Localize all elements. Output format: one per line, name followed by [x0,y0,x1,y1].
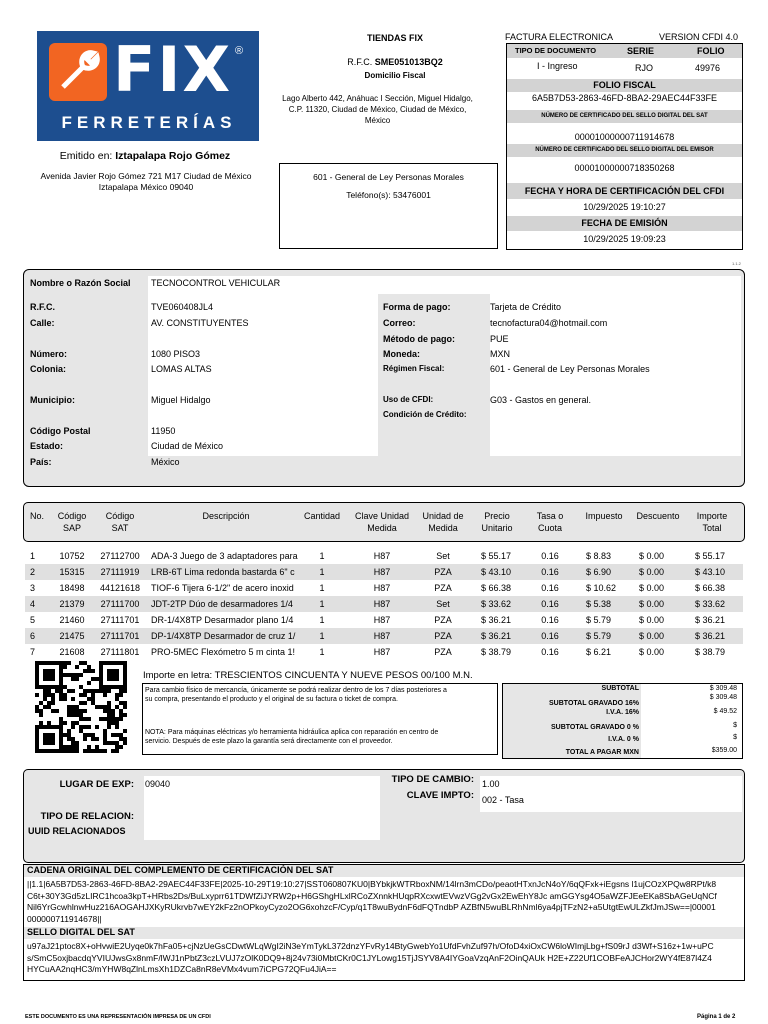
table-cell: $ 0.00 [639,647,665,657]
table-cell: 7 [30,647,36,657]
cert-emisor-value: 00001000000718350268 [574,163,675,173]
column-header: Descripción [202,511,250,521]
sello-value: u97aJ21ptoc8X+oHvwiE2Uyqe0k7hFa05+cjNzUeGsCDwtWLqWgI2iN3eYmTykL372dnzYFvRy14BtyGwebYo1UfdFvhZuf97h/OfoD4xiOxCW6loWImjLbg+fS09rJ d3Wf+S16z+1w+uPCs/SmC5oxjbacdqYVIUJwsGx8nmF/lWJ1nPbtZ3czLVUJ7zOlK0DQ9+8j24v73i0MbtCKr0C1JYLowg15TjJSYV8A4IYGoaVzqAnF2OinQAUk H2E+Z22Uf1COBFeAJCHor2WY4fE87l4Z4HYCuAA2nqHC3/mYHW8qZlnLmsXh1DZCa8nR8eVMx4vum7iCPG72QFu4JiA== [27,941,714,974]
table-cell: 27111919 [100,567,140,577]
table-cell: 1 [319,583,325,593]
table-cell: Set [436,551,450,561]
calle-label: Calle: [30,318,55,328]
subtotal-value: $ 309.48 [709,685,737,692]
table-cell: 0.16 [541,615,559,625]
table-cell: $ 66.38 [695,583,726,593]
table-cell: $ 0.00 [639,631,665,641]
cert-emisor-label: NÚMERO DE CERTIFICADO DEL SELLO DIGITAL DEL EMISOR [507,144,742,157]
table-cell: 18498 [59,583,85,593]
fecha-cert-value: 10/29/2025 19:10:27 [583,202,666,212]
column-header: Impuesto [585,511,623,521]
table-cell: 6 [30,631,36,641]
table-cell: 21379 [59,599,85,609]
tipo-doc-label: TIPO DE DOCUMENTO [515,46,597,55]
municipio-label: Municipio: [30,395,75,405]
table-cell: 0.16 [541,567,559,577]
iva0-value: $ [733,734,737,741]
tipo-doc-value: I - Ingreso [537,61,578,71]
table-cell: H87 [373,615,391,625]
table-cell: $ 55.17 [695,551,726,561]
table-cell: 1 [319,647,325,657]
table-cell: $ 36.21 [695,631,726,641]
client-rfc-value: TVE060408JL4 [151,302,214,312]
table-cell: $ 33.62 [481,599,512,609]
cp-label: Código Postal [30,426,91,436]
table-cell: DP-1/4X8TP Desarmador de cruz 1/ [151,631,296,641]
table-row [25,596,743,612]
regimen-value: 601 - General de Ley Personas Morales [490,364,650,374]
table-cell: 44121618 [99,583,141,593]
table-row [25,628,743,644]
table-cell: $ 43.10 [481,567,512,577]
forma-pago-value: Tarjeta de Crédito [490,302,562,312]
table-cell: 4 [30,599,36,609]
column-header: Tasa o Cuota [536,511,564,533]
estado-value: Ciudad de México [151,441,224,451]
column-header: Importe Total [696,511,728,533]
condicion-label: Condición de Crédito: [383,410,467,419]
iva16-value: $ 49.52 [713,708,737,715]
table-cell: $ 36.21 [481,615,512,625]
fiscal-address: Lago Alberto 442, Anáhuac I Sección, Miguel Hidalgo, C.P. 11320, Ciudad de México, Ciudad de México, México [282,94,473,125]
table-cell: 27111700 [100,599,140,609]
regimen-label: Régimen Fiscal: [383,364,445,373]
table-cell: PZA [434,583,452,593]
municipio-value: Miguel Hidalgo [151,395,211,405]
logo-text: FIX [113,33,233,106]
cert-sat-label: NÚMERO DE CERTIFICADO DEL SELLO DIGITAL DEL SAT [507,110,742,123]
moneda-value: MXN [490,349,510,359]
table-row [25,548,743,564]
forma-pago-label: Forma de pago: [383,302,451,312]
serie-label: SERIE [627,46,655,56]
table-cell: $ 38.79 [695,647,726,657]
table-cell: 5 [30,615,36,625]
table-row [25,612,743,628]
issuer-rfc-label: R.F.C. [347,57,373,67]
table-cell: H87 [373,647,391,657]
table-cell: $ 0.00 [639,567,665,577]
table-cell: 0.16 [541,551,559,561]
tipo-cambio-label: TIPO DE CAMBIO: [391,774,474,785]
issuer-phone: Teléfono(s): 53476001 [346,190,431,200]
issuer-rfc [300,57,490,67]
table-cell: DR-1/4X8TP Desarmador plano 1/4 [151,615,294,625]
gravado0-value: $ [733,722,737,729]
company-logo [37,31,259,141]
emitido-en [30,150,260,162]
table-cell: PZA [434,567,452,577]
table-cell: 0.16 [541,583,559,593]
metodo-label: Método de pago: [383,334,455,344]
note-warranty: NOTA: Para máquinas eléctricas y/o herramienta hidráulica aplica con reparación en centro de servicio. Después de este plazo la garantía será directamente con el proveedor. [145,729,439,745]
correo-label: Correo: [383,318,416,328]
uso-cfdi-label: Uso de CFDI: [383,395,434,404]
column-header: Descuento [636,511,680,521]
calle-value: AV. CONSTITUYENTES [151,318,249,328]
gravado16-value: $ 309.48 [709,694,737,701]
lugar-value: 09040 [145,779,171,789]
serie-value: RJO [635,63,653,73]
emitido-value: Iztapalapa Rojo Gómez [115,150,231,162]
footer-note: ESTE DOCUMENTO ES UNA REPRESENTACIÓN IMPRESA DE UN CFDI [25,1014,211,1020]
template-version: 1.1.2 [732,261,741,266]
tipo-cambio-value: 1.00 [482,779,500,789]
table-cell: PZA [434,647,452,657]
fecha-emision-label: FECHA DE EMISIÓN [507,216,742,231]
colonia-label: Colonia: [30,364,66,374]
table-cell: $ 43.10 [695,567,726,577]
table-cell: 10752 [59,551,85,561]
column-header: Unidad de Medida [422,511,464,533]
metodo-value: PUE [490,334,509,344]
issuer-regimen: 601 - General de Ley Personas Morales [313,172,464,182]
table-row [25,564,743,580]
table-cell: 21460 [59,615,85,625]
table-cell: $ 5.79 [586,631,612,641]
table-cell: $ 0.00 [639,615,665,625]
numero-value: 1080 PISO3 [151,349,201,359]
table-cell: $ 10.62 [586,583,617,593]
table-cell: PZA [434,631,452,641]
folio-fiscal-value: 6A5B7D53-2863-46FD-8BA2-29AEC44F33FE [531,93,718,103]
emitido-address: Avenida Javier Rojo Gómez 721 M17 Ciudad de México Iztapalapa México 09040 [40,171,252,192]
table-cell: 1 [319,567,325,577]
importe-letra: Importe en letra: TRESCIENTOS CINCUENTA Y NUEVE PESOS 00/100 M.N. [143,670,473,681]
table-cell: $ 0.00 [639,599,665,609]
lugar-label: LUGAR DE EXP: [59,779,134,790]
table-cell: 21475 [59,631,85,641]
fecha-cert-label: FECHA Y HORA DE CERTIFICACIÓN DEL CFDI [507,183,742,199]
cadena-label: CADENA ORIGINAL DEL COMPLEMENTO DE CERTIFICACIÓN DEL SAT [24,865,744,877]
emitido-label: Emitido en: [59,150,113,162]
invoice-title: FACTURA ELECTRONICA [505,32,614,42]
table-cell: $ 5.38 [586,599,612,609]
invoice-info-box [506,43,743,250]
table-row [25,580,743,596]
table-cell: Set [436,599,450,609]
totals-labels-bg [503,684,641,758]
sello-label: SELLO DIGITAL DEL SAT [24,927,744,939]
table-cell: TIOF-6 Tijera 6-1/2" de acero inoxid [151,583,294,593]
table-cell: H87 [373,583,391,593]
correo-value: tecnofactura04@hotmail.com [490,318,608,328]
table-cell: $ 36.21 [695,615,726,625]
colonia-value: LOMAS ALTAS [151,364,212,374]
column-header: Cantidad [303,511,341,521]
table-cell: LRB-6T Lima redonda bastarda 6" c [151,567,295,577]
pais-label: País: [30,457,52,467]
table-cell: 15315 [59,567,85,577]
table-cell: PZA [434,615,452,625]
clave-impto-value: 002 - Tasa [482,795,524,805]
cp-value: 11950 [151,426,176,436]
fiscal-address-label: Domicilio Fiscal [364,71,426,80]
moneda-label: Moneda: [383,349,420,359]
table-cell: 0.16 [541,599,559,609]
table-cell: 1 [319,599,325,609]
cadena-value: ||1.1|6A5B7D53-2863-46FD-8BA2-29AEC44F33FE|2025-10-29T19:10:27|SST060807KU0|BYbkjkWTRboxNM/14lrn3mCDo/peaotHTxnJcN4oY/6qQFxk+iEgsns l1ujCOzXPQw8RPt/k8C6t+30Y3Gd5zLIRC1hcoa3kpT+HRbs2Ds/BuLxyprr61TDWfZiJYRW2p+H6GShgHLxlRCoZXnnkHUqpRXcxwtEVwzVGg2vGx2EwEhY8Jc amGGYsg4O5aWZFJEeEKa8SbAGeUqNCfNil6YrGcwhlnwHuz216AOGAHJXKyRUkrvb7wEY2kFz2nOPkoyCyzo2OG6xohzcF/Cyp/q1T8wuBydnF6dFQTndbP AZBfN5wuBLRhNml6ya4pjTFzN2+a5UtgtEwULZkfJmJSw==|00001000000711914678|| [27,879,717,924]
clave-impto-label: CLAVE IMPTO: [406,790,474,801]
table-cell: 2 [30,567,36,577]
logo-subtext: FERRETERÍAS [61,113,237,132]
cert-sat-value: 00001000000711914678 [574,132,675,142]
table-row [25,644,743,660]
invoice-version: VERSION CFDI 4.0 [659,32,739,42]
column-header: Código SAT [105,511,135,533]
table-cell: $ 0.00 [639,551,665,561]
table-cell: 27111701 [100,631,140,641]
table-cell: $ 6.90 [586,567,612,577]
header-row [507,44,742,58]
table-cell: 3 [30,583,36,593]
nombre-label: Nombre o Razón Social [30,278,131,288]
column-header: Clave Unidad Medida [354,511,410,533]
table-cell: 27112700 [100,551,140,561]
table-cell: 27111701 [100,615,140,625]
relacion-bg [144,812,380,840]
table-cell: $ 8.83 [586,551,612,561]
estado-label: Estado: [30,441,64,451]
table-cell: 0.16 [541,631,559,641]
table-cell: $ 6.21 [586,647,612,657]
table-cell: $ 66.38 [481,583,512,593]
fecha-emision-value: 10/29/2025 19:09:23 [583,234,666,244]
table-cell: H87 [373,599,391,609]
uuid-label: UUID RELACIONADOS [28,826,126,836]
table-cell: $ 55.17 [481,551,512,561]
column-header: Código SAP [57,511,87,533]
tipo-relacion-label: TIPO DE RELACION: [40,811,134,822]
subtotal-label: SUBTOTAL [601,685,639,692]
issuer-rfc-value: SME051013BQ2 [374,57,443,67]
regimen-box [279,163,498,249]
table-cell: $ 5.79 [586,615,612,625]
table-cell: ADA-3 Juego de 3 adaptadores para [151,551,298,561]
qr-code [35,661,127,753]
nombre-value: TECNOCONTROL VEHICULAR [151,278,281,288]
table-cell: JDT-2TP Dúo de desarmadores 1/4 [151,599,293,609]
table-cell: H87 [373,551,391,561]
iva0-label: I.V.A. 0 % [608,736,639,743]
issuer-name: TIENDAS FIX [366,33,423,43]
table-cell: 21608 [59,647,85,657]
table-cell: $ 38.79 [481,647,512,657]
table-cell: 1 [319,631,325,641]
column-header: Precio Unitario [481,511,513,533]
seal-section [23,864,745,981]
table-cell: $ 33.62 [695,599,726,609]
table-cell: 1 [30,551,36,561]
page-number: Página 1 de 2 [697,1014,736,1020]
uso-cfdi-value: G03 - Gastos en general. [490,395,592,405]
table-cell: 1 [319,615,325,625]
table-cell: $ 36.21 [481,631,512,641]
table-cell: H87 [373,631,391,641]
tipo-cambio-bg [480,776,742,812]
folio-label: FOLIO [697,46,725,56]
column-header: No. [30,511,45,521]
table-cell: 1 [319,551,325,561]
folio-value: 49976 [695,63,721,73]
total-value: $359.00 [711,747,737,754]
table-cell: H87 [373,567,391,577]
gravado16-label: SUBTOTAL GRAVADO 16% [549,700,639,707]
gravado0-label: SUBTOTAL GRAVADO 0 % [550,724,639,731]
pais-value: México [151,457,180,467]
note-exchange: Para cambio físico de mercancía, únicamente se podrá realizar dentro de los 7 días posteriores a su compra, presentando el producto y el original de su factura o ticket de compra. [145,687,447,703]
notes-box [142,683,498,755]
numero-label: Número: [30,349,68,359]
table-cell: 27111801 [100,647,140,657]
client-rfc-label: R.F.C. [30,302,56,312]
table-cell: $ 0.00 [639,583,665,593]
registered-mark: ® [235,45,244,57]
table-cell: PRO-5MEC Flexómetro 5 m cinta 1! [151,647,296,657]
table-cell: 0.16 [541,647,559,657]
total-label: TOTAL A PAGAR MXN [565,749,639,756]
iva16-label: I.V.A. 16% [606,709,639,716]
wrench-logo-mark [49,43,107,101]
folio-fiscal-label: FOLIO FISCAL [507,79,742,92]
